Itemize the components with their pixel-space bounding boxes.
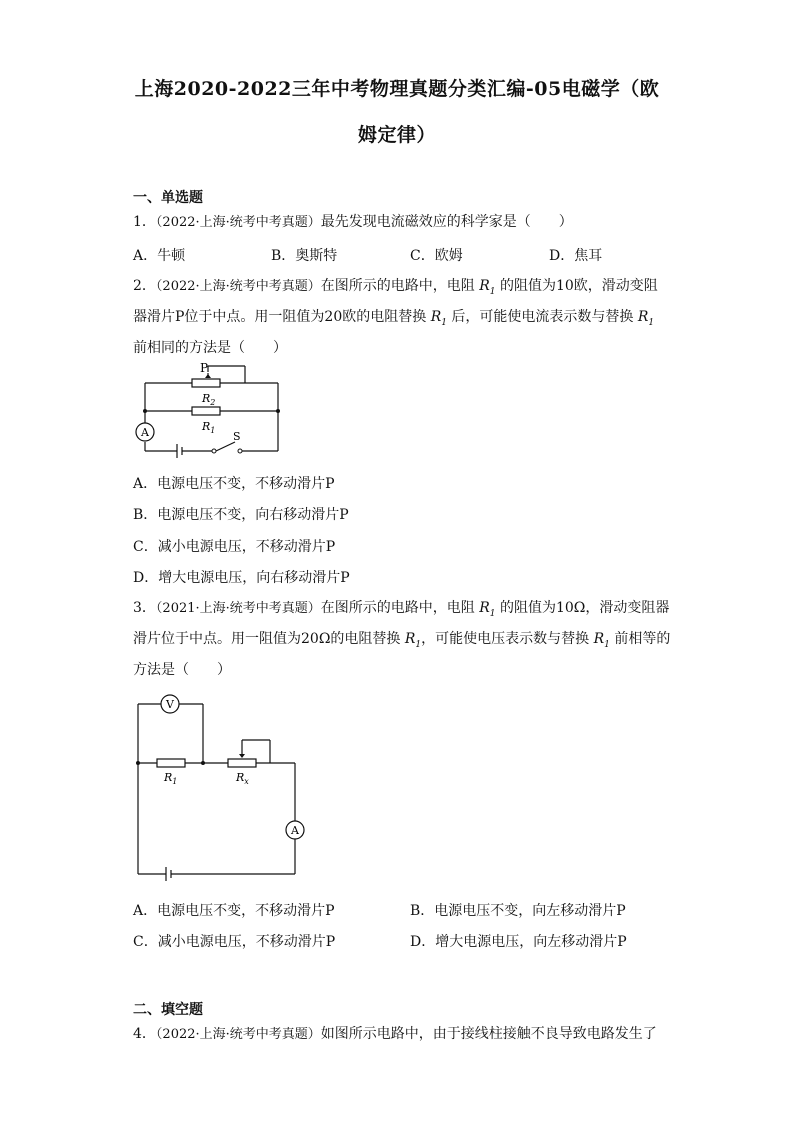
question-2-line-3: 前相同的方法是（ ） <box>133 340 287 356</box>
question-source: （2022·上海·统考中考真题） <box>155 215 321 230</box>
q3-ammeter-label: A <box>291 824 299 837</box>
question-4: 4．（2022·上海·统考中考真题）如图所示电路中，由于接线柱接触不良导致电路发生了 <box>133 1026 657 1042</box>
q2-option-a: A．电源电压不变，不移动滑片P <box>133 476 335 492</box>
question-stem: 最先发现电流磁效应的科学家是（ ） <box>320 214 573 230</box>
question-3-line-2: 滑片位于中点。用一阻值为20Ω的电阻替换 $R_1$，可能使电压表示数与替换 $R_1$ 前相等的 <box>133 631 671 650</box>
q2-option-d: D．增大电源电压，向右移动滑片P <box>133 570 350 586</box>
q1-option-c: C．欧姆 <box>410 248 463 264</box>
question-2-line-2: 器滑片P位于中点。用一阻值为20欧的电阻替换 $R_1$ 后，可能使电流表示数与替换 $R_1$ <box>133 309 655 328</box>
q3-circuit-diagram <box>130 688 310 884</box>
q2-option-c: C．减小电源电压，不移动滑片P <box>133 539 336 555</box>
q1-option-b: B．奥斯特 <box>271 248 338 264</box>
title-line-1: 上海2020-2022三年中考物理真题分类汇编-05电磁学（欧 <box>134 78 660 100</box>
q1-option-a: A．牛顿 <box>133 248 186 264</box>
question-3-line-1: 3．（2021·上海·统考中考真题）在图所示的电路中，电阻 $R_1$ 的阻值为10Ω，滑动变阻器 <box>133 600 670 619</box>
question-2-line-1: 2．（2022·上海·统考中考真题）在图所示的电路中，电阻 $R_1$ 的阻值为10欧，滑动变阻 <box>133 278 658 297</box>
question-number: 1． <box>133 214 156 230</box>
question-1 <box>133 212 663 233</box>
variable-r1: $R_1$ <box>479 278 496 297</box>
title-line-2: 姆定律） <box>357 124 436 146</box>
q3-option-c: C．减小电源电压，不移动滑片P <box>133 934 336 950</box>
q3-r1-label: $R_1$ <box>164 771 178 786</box>
q2-r1-label: $R_1$ <box>202 420 216 435</box>
q2-circuit-diagram <box>130 360 290 460</box>
question-3-line-3: 方法是（ ） <box>133 662 231 678</box>
q2-r2-label: $R_2$ <box>202 392 216 407</box>
q3-option-d: D．增大电源电压，向左移动滑片P <box>410 934 627 950</box>
q3-option-b: B．电源电压不变，向左移动滑片P <box>410 903 626 919</box>
document-title <box>110 66 684 158</box>
q2-option-b: B．电源电压不变，向右移动滑片P <box>133 507 349 523</box>
section-heading-fill-blank: 二、填空题 <box>133 1002 203 1018</box>
slider-arrow-icon <box>239 754 245 758</box>
section-heading-single-choice: 一、单选题 <box>133 190 203 206</box>
q2-ammeter-label: A <box>141 426 149 439</box>
q3-voltmeter-label: V <box>166 698 174 711</box>
q3-rx-label: $R_x$ <box>236 771 249 786</box>
q2-slider-label: P <box>200 361 209 375</box>
q1-option-d: D．焦耳 <box>549 248 603 264</box>
q3-option-a: A．电源电压不变，不移动滑片P <box>133 903 335 919</box>
q2-switch-label: S <box>233 430 241 443</box>
